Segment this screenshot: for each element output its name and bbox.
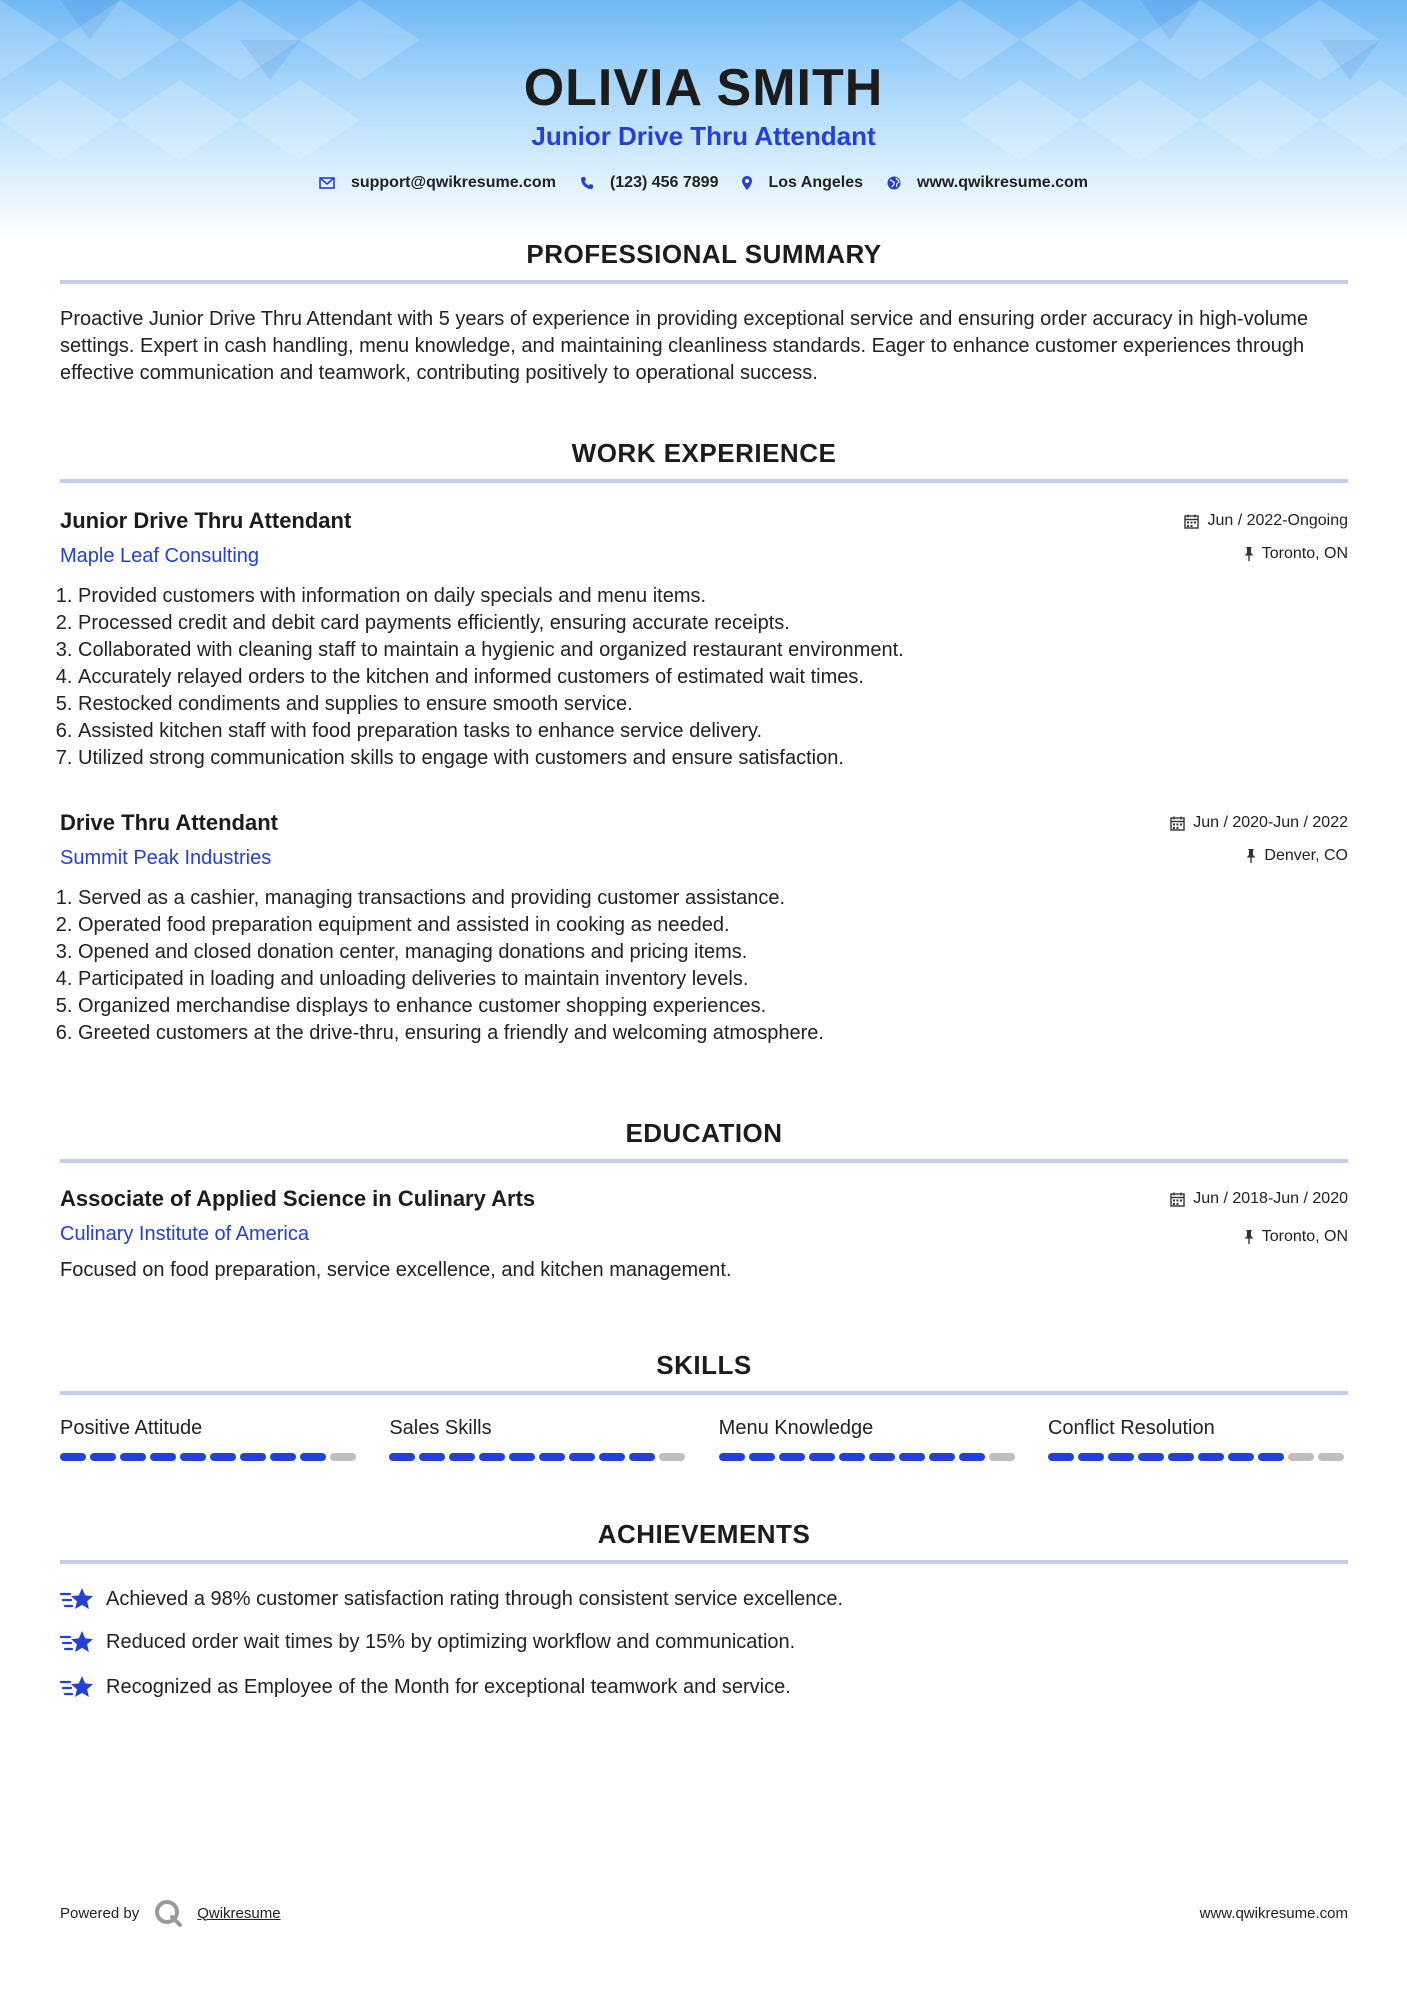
experience-heading: WORK EXPERIENCE <box>571 438 837 468</box>
school-name: Culinary Institute of America <box>60 1223 309 1245</box>
list-item: 1. Served as a cashier, managing transactions and providing customer assistance. <box>78 885 1348 912</box>
qwikresume-logo-icon <box>153 1898 183 1928</box>
skill-segment-empty <box>1318 1453 1344 1461</box>
resume-header <box>0 0 1407 192</box>
education-heading: EDUCATION <box>625 1118 783 1148</box>
phone-text: (123) 456 7899 <box>609 174 719 191</box>
contact-location <box>742 174 863 192</box>
achievement-item <box>60 1584 1348 1614</box>
achievement-item <box>60 1627 1348 1657</box>
skill-segment-filled <box>719 1453 745 1461</box>
job-location: Toronto, ON <box>1261 545 1348 562</box>
powered-by <box>60 1898 281 1928</box>
footer-website[interactable]: www.qwikresume.com <box>1199 1904 1348 1922</box>
star-icon <box>60 1585 94 1613</box>
candidate-name: OLIVIA SMITH <box>523 59 884 117</box>
skill-segment-filled <box>240 1453 266 1461</box>
candidate-role: Junior Drive Thru Attendant <box>531 121 876 151</box>
star-icon <box>60 1673 94 1701</box>
skill-segment-filled <box>539 1453 565 1461</box>
skill-segment-filled <box>1198 1453 1224 1461</box>
list-item: 5. Organized merchandise displays to enhance customer shopping experiences. <box>78 993 1348 1020</box>
skills-list <box>60 1415 1348 1461</box>
job-title: Junior Drive Thru Attendant <box>60 508 352 533</box>
skill-segment-filled <box>1108 1453 1134 1461</box>
achievement-text: Recognized as Employee of the Month for exceptional teamwork and service. <box>106 1675 791 1698</box>
education-location: Toronto, ON <box>1261 1228 1348 1245</box>
education-section <box>60 1117 1348 1284</box>
job-company: Summit Peak Industries <box>60 847 272 869</box>
brand-link[interactable]: Qwikresume <box>197 1904 281 1922</box>
skill-segment-empty <box>330 1453 356 1461</box>
contact-phone[interactable] <box>580 174 719 192</box>
skill-segment-empty <box>989 1453 1015 1461</box>
skill-segment-empty <box>659 1453 685 1461</box>
list-item: 6. Assisted kitchen staff with food preparation tasks to enhance service delivery. <box>78 718 1348 745</box>
summary-text: Proactive Junior Drive Thru Attendant with 5 years of experience in providing exceptional service and ensuring order accuracy in high-volume settings. Expert in cash handling, menu knowledge, and maintaining cleanliness standards. Eager to enhance customer experiences through effective communication and teamwork, contributing positively to operational success. <box>60 308 1309 384</box>
job-bullets <box>60 583 1348 772</box>
achievement-text: Achieved a 98% customer satisfaction rating through consistent service excellence. <box>106 1587 844 1610</box>
contact-email[interactable] <box>319 174 556 192</box>
summary-section <box>60 238 1348 387</box>
skill-level-bar <box>389 1453 689 1461</box>
skill-segment-filled <box>389 1453 415 1461</box>
list-item: 6. Greeted customers at the drive-thru, ensuring a friendly and welcoming atmosphere. <box>78 1020 1348 1047</box>
achievement-item <box>60 1672 1348 1702</box>
contact-website[interactable] <box>887 174 1088 192</box>
skill-segment-filled <box>180 1453 206 1461</box>
section-divider <box>60 280 1348 284</box>
page-footer <box>60 1898 1348 1928</box>
job-entry <box>60 809 1348 1047</box>
education-meta <box>1170 1189 1348 1247</box>
experience-section <box>60 437 1348 1047</box>
skill-level-bar <box>60 1453 360 1461</box>
skill-segment-filled <box>959 1453 985 1461</box>
skill-segment-filled <box>60 1453 86 1461</box>
skill-segment-filled <box>449 1453 475 1461</box>
contact-bar <box>0 174 1407 192</box>
skill-item <box>389 1415 689 1461</box>
job-title: Drive Thru Attendant <box>60 810 278 835</box>
skill-segment-filled <box>1048 1453 1074 1461</box>
skill-segment-filled <box>749 1453 775 1461</box>
skill-segment-filled <box>270 1453 296 1461</box>
pushpin-icon <box>1244 1230 1254 1244</box>
education-entry <box>60 1185 1348 1284</box>
email-text: support@qwikresume.com <box>350 174 556 191</box>
skill-level-bar <box>1048 1453 1348 1461</box>
skill-level-bar <box>719 1453 1019 1461</box>
skill-segment-filled <box>210 1453 236 1461</box>
skill-segment-filled <box>1258 1453 1284 1461</box>
skill-segment-filled <box>1168 1453 1194 1461</box>
skill-segment-filled <box>120 1453 146 1461</box>
section-divider <box>60 1560 1348 1564</box>
calendar-icon <box>1170 1192 1185 1207</box>
education-dates: Jun / 2018-Jun / 2020 <box>1193 1190 1348 1207</box>
skill-segment-filled <box>509 1453 535 1461</box>
achievement-text: Reduced order wait times by 15% by optimizing workflow and communication. <box>106 1630 796 1653</box>
skill-segment-filled <box>1138 1453 1164 1461</box>
job-company: Maple Leaf Consulting <box>60 545 260 567</box>
skill-segment-filled <box>150 1453 176 1461</box>
section-divider <box>60 1159 1348 1163</box>
skill-segment-filled <box>1078 1453 1104 1461</box>
list-item: 7. Utilized strong communication skills to engage with customers and ensure satisfaction. <box>78 745 1348 772</box>
job-location: Denver, CO <box>1264 847 1348 864</box>
pushpin-icon <box>1244 547 1254 561</box>
skills-section <box>60 1349 1348 1461</box>
skills-heading: SKILLS <box>656 1350 752 1380</box>
skill-segment-filled <box>929 1453 955 1461</box>
list-item: 4. Participated in loading and unloading deliveries to maintain inventory levels. <box>78 966 1348 993</box>
location-text: Los Angeles <box>768 174 864 191</box>
degree-title: Associate of Applied Science in Culinary Arts <box>60 1186 536 1211</box>
skill-name: Positive Attitude <box>60 1417 203 1439</box>
section-divider <box>60 479 1348 483</box>
section-divider <box>60 1391 1348 1395</box>
map-pin-icon <box>742 176 752 190</box>
list-item: 4. Accurately relayed orders to the kitchen and informed customers of estimated wait times. <box>78 664 1348 691</box>
job-meta <box>1184 511 1348 564</box>
skill-segment-filled <box>90 1453 116 1461</box>
list-item: 3. Collaborated with cleaning staff to maintain a hygienic and organized restaurant environment. <box>78 637 1348 664</box>
star-icon <box>60 1628 94 1656</box>
list-item: 1. Provided customers with information on daily specials and menu items. <box>78 583 1348 610</box>
achievements-section <box>60 1518 1348 1702</box>
skill-segment-filled <box>479 1453 505 1461</box>
job-bullets <box>60 885 1348 1047</box>
summary-heading: PROFESSIONAL SUMMARY <box>526 239 882 269</box>
envelope-icon <box>319 177 335 189</box>
job-meta <box>1170 813 1348 866</box>
skill-item <box>1048 1415 1348 1461</box>
skill-segment-filled <box>839 1453 865 1461</box>
skill-segment-empty <box>1288 1453 1314 1461</box>
skill-name: Conflict Resolution <box>1047 1417 1215 1439</box>
job-dates: Jun / 2022-Ongoing <box>1207 512 1348 529</box>
skill-item <box>60 1415 360 1461</box>
calendar-icon <box>1184 514 1199 529</box>
skill-segment-filled <box>419 1453 445 1461</box>
job-entry <box>60 507 1348 772</box>
achievements-heading: ACHIEVEMENTS <box>597 1519 811 1549</box>
skill-name: Menu Knowledge <box>718 1417 874 1439</box>
list-item: 2. Operated food preparation equipment and assisted in cooking as needed. <box>78 912 1348 939</box>
skill-segment-filled <box>809 1453 835 1461</box>
skill-segment-filled <box>899 1453 925 1461</box>
skill-segment-filled <box>300 1453 326 1461</box>
skill-segment-filled <box>779 1453 805 1461</box>
calendar-icon <box>1170 816 1185 831</box>
skill-segment-filled <box>569 1453 595 1461</box>
pushpin-icon <box>1246 849 1256 863</box>
skill-segment-filled <box>1228 1453 1254 1461</box>
list-item: 2. Processed credit and debit card payments efficiently, ensuring accurate receipts. <box>78 610 1348 637</box>
skill-segment-filled <box>869 1453 895 1461</box>
education-description: Focused on food preparation, service excellence, and kitchen management. <box>60 1259 732 1281</box>
phone-icon <box>580 176 594 190</box>
list-item: 3. Opened and closed donation center, managing donations and pricing items. <box>78 939 1348 966</box>
skill-segment-filled <box>629 1453 655 1461</box>
website-text: www.qwikresume.com <box>917 174 1089 191</box>
globe-icon <box>887 176 901 190</box>
job-dates: Jun / 2020-Jun / 2022 <box>1193 814 1348 831</box>
skill-segment-filled <box>599 1453 625 1461</box>
skill-item <box>719 1415 1019 1461</box>
powered-by-label: Powered by <box>60 1904 140 1922</box>
skill-name: Sales Skills <box>389 1417 492 1439</box>
list-item: 5. Restocked condiments and supplies to ensure smooth service. <box>78 691 1348 718</box>
